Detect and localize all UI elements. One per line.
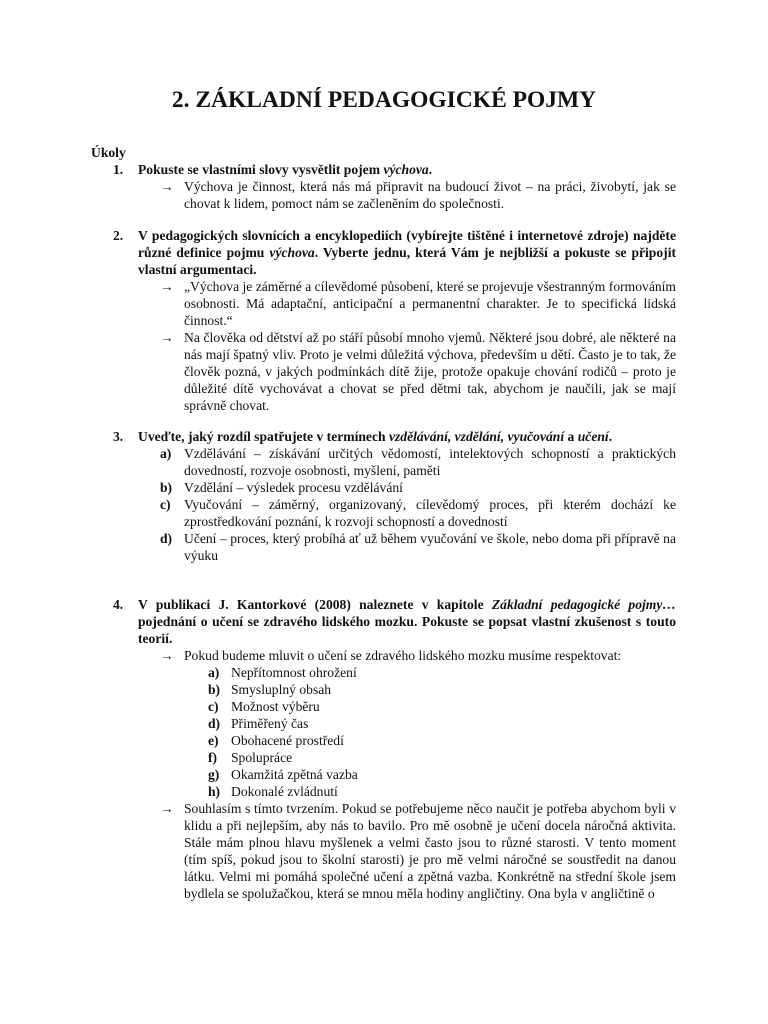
task-question <box>138 161 676 178</box>
answer-text: Pokud budeme mluvit o učení se zdravého lidského mozku musíme respektovat: <box>184 648 622 663</box>
item-text: Nepřítomnost ohrožení <box>231 665 357 680</box>
item-letter: b) <box>160 480 173 495</box>
answer-list <box>160 647 676 902</box>
task-number: 3. <box>113 429 124 444</box>
answer-text: Souhlasím s tímto tvrzením. Pokud se potřebujeme něco naučit je potřeba abychom byli v klidu a při nejlepším, aby nás to bavilo. Pro mě osobně je učení docela náročná aktivita. Stále mám plnou hlavu myšlenek a velmi často jsou to různé starosti. V tento moment (tím spíš, pokud jsou to školní starosti) je pro mě velmi náročné se soustředit na danou látku. Velmi mi pomáhá společné učení a zpětná vazba. Konkrétně na střední škole jsem bydlela se spolužačkou, která se mnou měla hodiny angličtiny. Ona byla v angličtině o <box>184 801 676 901</box>
item-letter: d) <box>160 531 173 546</box>
question-text: a <box>564 429 578 444</box>
definition-item <box>160 479 676 496</box>
item-text: Okamžitá zpětná vazba <box>231 767 358 782</box>
task-1 <box>113 161 676 212</box>
item-letter: h) <box>208 784 221 799</box>
question-text: . Vyberte jednu, která Vám je nejbližší a pokuste se připojit vlastní argumentaci. <box>138 245 676 277</box>
item-text: Obohacené prostředí <box>231 733 344 748</box>
question-text: V publikaci J. Kantorkové (2008) naleznete v kapitole <box>138 597 492 612</box>
item-text: Smysluplný obsah <box>231 682 332 697</box>
question-text: . <box>608 429 613 444</box>
item-text: Přiměřený čas <box>231 716 309 731</box>
item-text: Vzdělávání – získávání určitých vědomostí, intelektových schopností a praktických dovedností, rozvoje osobnosti, myšlení, paměti <box>184 446 676 478</box>
condition-item <box>208 732 676 749</box>
task-number: 2. <box>113 228 124 243</box>
answer-item <box>160 178 676 212</box>
question-term: učení <box>577 429 609 444</box>
condition-item <box>208 783 676 800</box>
arrow-right-icon: → <box>160 330 174 345</box>
task-2 <box>113 227 676 414</box>
question-text: V pedagogických slovnících a encyklopediích (vybírejte tištěné i internetové zdroje) najděte různé definice pojmu <box>138 228 676 260</box>
item-letter: a) <box>208 665 220 680</box>
section-heading: Úkoly <box>91 145 126 160</box>
task-number: 1. <box>113 162 124 177</box>
question-term: Základní pedagogické pojmy… <box>491 597 676 612</box>
task-question <box>138 596 676 647</box>
answer-item <box>160 278 676 329</box>
item-text: Vzdělání – výsledek procesu vzdělávání <box>184 480 403 495</box>
question-term: výchova <box>269 245 315 260</box>
answer-item <box>160 800 676 902</box>
answer-list <box>160 278 676 414</box>
arrow-right-icon: → <box>160 801 174 816</box>
condition-item <box>208 698 676 715</box>
condition-item <box>208 749 676 766</box>
answer-list <box>160 178 676 212</box>
task-number: 4. <box>113 597 124 612</box>
condition-item <box>208 664 676 681</box>
arrow-right-icon: → <box>160 279 174 294</box>
question-text: . <box>428 162 433 177</box>
page-title: 2. ZÁKLADNÍ PEDAGOGICKÉ POJMY <box>171 87 597 113</box>
question-text: Pokuste se vlastními slovy vysvětlit pojem <box>138 162 384 177</box>
answer-item <box>160 647 676 800</box>
item-letter: b) <box>208 682 221 697</box>
item-letter: a) <box>160 446 172 461</box>
task-4 <box>113 596 676 902</box>
condition-item <box>208 715 676 732</box>
task-question <box>138 227 676 278</box>
condition-item <box>208 766 676 783</box>
arrow-right-icon: → <box>160 179 174 194</box>
item-letter: d) <box>208 716 221 731</box>
item-text: Dokonalé zvládnutí <box>231 784 338 799</box>
arrow-right-icon: → <box>160 648 174 663</box>
definition-item <box>160 496 676 530</box>
item-text: Možnost výběru <box>231 699 320 714</box>
condition-item <box>208 681 676 698</box>
item-text: Vyučování – záměrný, organizovaný, cílevědomý proces, při kterém dochází ke zprostředkování poznání, k rozvoji schopností a dovedností <box>184 497 676 529</box>
definition-list <box>160 445 676 564</box>
question-text: Uveďte, jaký rozdíl spatřujete v termínech <box>138 429 389 444</box>
question-term: vzdělávání, vzdělání, vyučování <box>388 429 565 444</box>
item-text: Spolupráce <box>231 750 293 765</box>
item-letter: c) <box>208 699 219 714</box>
answer-text: Výchova je činnost, která nás má připravit na budoucí život – na práci, živobytí, jak se chovat k lidem, pomoct nám se začleněním do společnosti. <box>184 179 676 211</box>
item-letter: e) <box>208 733 219 748</box>
definition-item <box>160 445 676 479</box>
question-text: pojednání o učení se zdravého lidského mozku. Pokuste se popsat vlastní zkušenost s touto teorií. <box>138 614 676 646</box>
answer-text: Na člověka od dětství až po stáří působí mnoho vjemů. Některé jsou dobré, ale některé na nás mají špatný vliv. Proto je velmi důležitá výchova, především u dětí. Často je to tak, že člověk pozná, v jakých podmínkách dítě žije, protože opakuje chování rodičů – proto je důležité dítě vychovávat a chovat se před dětmi tak, abychom je naučili, jak se mají správně chovat. <box>184 330 676 413</box>
answer-item <box>160 329 676 414</box>
item-letter: g) <box>208 767 220 782</box>
condition-list <box>208 664 676 800</box>
item-letter: c) <box>160 497 171 512</box>
task-question <box>138 428 676 445</box>
item-text: Učení – proces, který probíhá ať už během vyučování ve škole, nebo doma při přípravě na výuku <box>184 531 676 563</box>
question-term: výchova <box>383 162 429 177</box>
definition-item <box>160 530 676 564</box>
task-3 <box>113 428 676 564</box>
answer-text: „Výchova je záměrné a cílevědomé působení, které se projevuje všestranným formováním osobnosti. Má adaptační, anticipační a permanentní charakter. Je to specifická lidská činnost.“ <box>184 279 676 328</box>
item-letter: f) <box>208 750 218 765</box>
